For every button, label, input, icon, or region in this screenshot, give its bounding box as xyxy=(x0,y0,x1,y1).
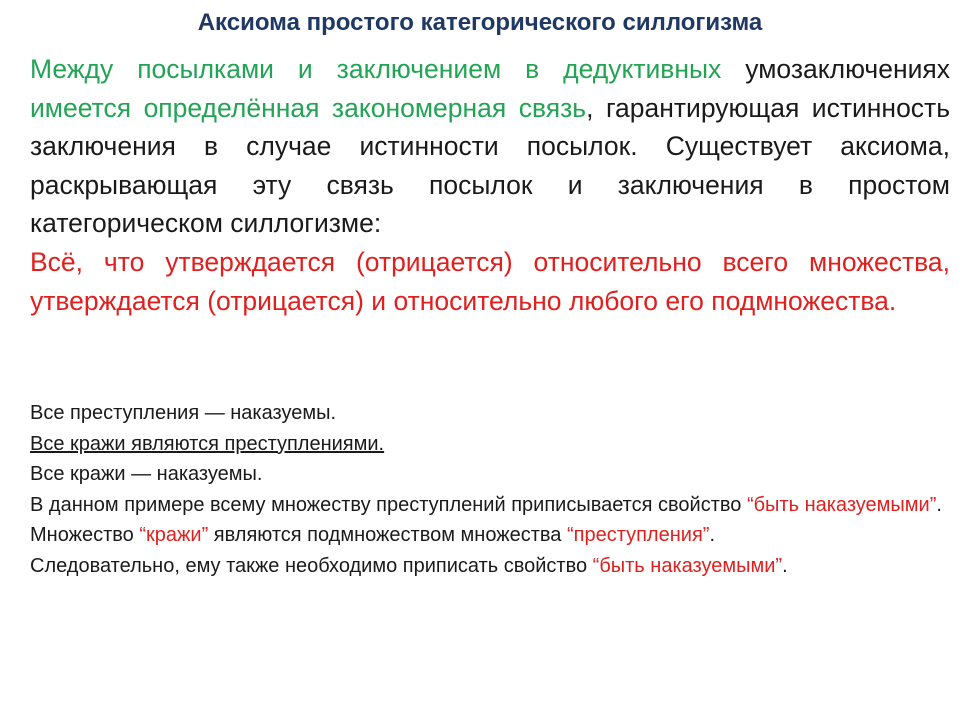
explanation-2-red-1: “кражи” xyxy=(139,524,209,546)
intro-green-start: Между посылками и заключением в дедуктивных xyxy=(30,54,722,84)
explanation-2-text-2: являются подмножеством множества xyxy=(208,524,567,546)
slide-title: Аксиома простого категорического силлогизма xyxy=(197,9,763,36)
intro-text-2: , гарантирующая истинность заключения в случае истинности посылок. Существует аксиома, раскрывающая эту связь посылок и заключения в простом категорическом силлогизме: xyxy=(30,92,950,239)
example-block xyxy=(30,398,950,581)
explanation-1 xyxy=(30,490,950,521)
explanation-2-end: . xyxy=(709,524,715,546)
explanation-3 xyxy=(30,551,950,582)
premise-minor xyxy=(30,429,950,460)
explanation-1-red: “быть наказуемыми” xyxy=(746,493,937,516)
main-text-block xyxy=(30,50,950,320)
intro-green-mid: имеется определённая закономерная связь xyxy=(30,92,587,123)
conclusion: Все кражи — наказуемы. xyxy=(30,463,263,485)
explanation-3-text: Следовательно, ему также необходимо приписать свойство xyxy=(30,554,593,577)
explanation-1-end: . xyxy=(936,493,942,516)
intro-paragraph xyxy=(30,50,950,243)
explanation-2-text-1: Множество xyxy=(30,524,140,546)
explanation-2-red-2: “преступления” xyxy=(566,524,710,546)
explanation-3-red: “быть наказуемыми” xyxy=(592,554,783,577)
explanation-2 xyxy=(30,520,950,551)
explanation-3-end: . xyxy=(782,554,788,577)
premise-major: Все преступления — наказуемы. xyxy=(30,402,337,424)
axiom-statement: Всё, что утверждается (отрицается) относительно всего множества, утверждается (отрицается) и относительно любого его подмножества. xyxy=(30,246,950,316)
explanation-1-text: В данном примере всему множеству преступлений приписывается свойство xyxy=(30,493,747,516)
premise-minor-text: Все кражи являются преступлениями. xyxy=(30,432,385,455)
intro-text-1: умозаключениях xyxy=(745,54,950,84)
